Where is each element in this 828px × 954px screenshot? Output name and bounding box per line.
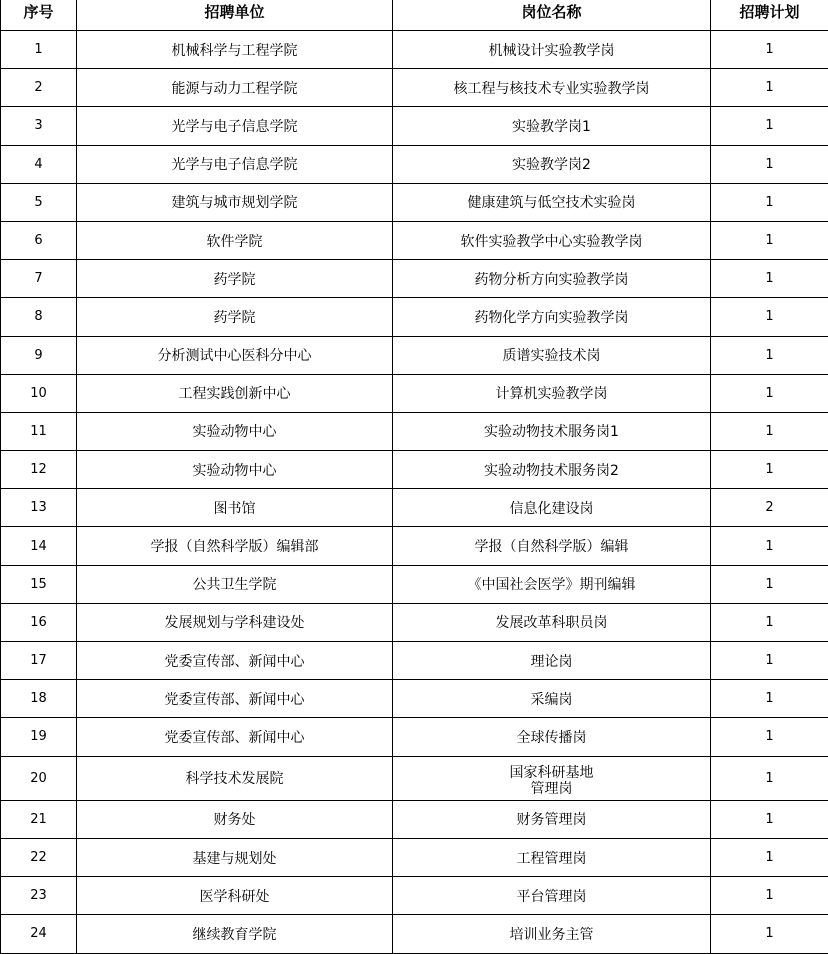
row-unit: 发展规划与学科建设处 [77,603,393,641]
table-row [1,336,828,374]
row-index: 19 [1,718,77,756]
row-plan: 1 [711,565,828,603]
row-unit: 继续教育学院 [77,915,393,953]
header-unit: 招聘单位 [77,0,393,31]
row-position [393,756,711,800]
row-index: 5 [1,183,77,221]
row-plan: 1 [711,800,828,838]
row-position: 健康建筑与低空技术实验岗 [393,183,711,221]
table-row [1,838,828,876]
row-unit: 科学技术发展院 [77,756,393,800]
row-index: 21 [1,800,77,838]
row-position: 平台管理岗 [393,877,711,915]
row-plan: 1 [711,877,828,915]
row-index: 23 [1,877,77,915]
row-plan: 1 [711,298,828,336]
row-position: 采编岗 [393,680,711,718]
table-row [1,260,828,298]
table-row [1,31,828,69]
row-unit: 能源与动力工程学院 [77,69,393,107]
row-plan: 1 [711,107,828,145]
table-row [1,565,828,603]
row-unit: 党委宣传部、新闻中心 [77,718,393,756]
row-unit: 财务处 [77,800,393,838]
row-position-line-2: 管理岗 [393,781,710,797]
row-plan: 1 [711,31,828,69]
row-index: 6 [1,221,77,259]
row-unit: 党委宣传部、新闻中心 [77,642,393,680]
row-unit: 学报（自然科学版）编辑部 [77,527,393,565]
header-index: 序号 [1,0,77,31]
row-plan: 1 [711,642,828,680]
table-row [1,107,828,145]
row-position: 软件实验教学中心实验教学岗 [393,221,711,259]
table-row [1,489,828,527]
row-position: 机械设计实验教学岗 [393,31,711,69]
row-position: 实验教学岗2 [393,145,711,183]
table-row [1,412,828,450]
row-index: 12 [1,451,77,489]
row-plan: 2 [711,489,828,527]
row-plan: 1 [711,915,828,953]
row-unit: 光学与电子信息学院 [77,145,393,183]
row-plan: 1 [711,183,828,221]
row-index: 3 [1,107,77,145]
table-row [1,69,828,107]
row-plan: 1 [711,69,828,107]
table-row [1,527,828,565]
table-row [1,145,828,183]
table-row [1,298,828,336]
row-index: 24 [1,915,77,953]
row-unit: 图书馆 [77,489,393,527]
row-plan: 1 [711,260,828,298]
row-position: 实验动物技术服务岗2 [393,451,711,489]
row-plan: 1 [711,374,828,412]
row-index: 2 [1,69,77,107]
row-position: 核工程与核技术专业实验教学岗 [393,69,711,107]
row-position: 药物分析方向实验教学岗 [393,260,711,298]
row-unit: 实验动物中心 [77,451,393,489]
row-unit: 基建与规划处 [77,838,393,876]
row-plan: 1 [711,603,828,641]
table-row [1,877,828,915]
row-index: 17 [1,642,77,680]
row-index: 14 [1,527,77,565]
row-position: 药物化学方向实验教学岗 [393,298,711,336]
row-position: 发展改革科职员岗 [393,603,711,641]
row-index: 10 [1,374,77,412]
row-unit: 建筑与城市规划学院 [77,183,393,221]
row-position: 全球传播岗 [393,718,711,756]
row-position: 理论岗 [393,642,711,680]
table-row [1,756,828,800]
row-position: 学报（自然科学版）编辑 [393,527,711,565]
row-index: 9 [1,336,77,374]
row-unit: 实验动物中心 [77,412,393,450]
row-position: 《中国社会医学》期刊编辑 [393,565,711,603]
row-unit: 光学与电子信息学院 [77,107,393,145]
row-index: 1 [1,31,77,69]
row-plan: 1 [711,145,828,183]
row-unit: 软件学院 [77,221,393,259]
row-unit: 医学科研处 [77,877,393,915]
row-plan: 1 [711,451,828,489]
table-row [1,183,828,221]
row-position: 实验教学岗1 [393,107,711,145]
row-index: 8 [1,298,77,336]
row-index: 20 [1,756,77,800]
table-row [1,800,828,838]
row-position: 财务管理岗 [393,800,711,838]
row-unit: 药学院 [77,260,393,298]
table-row [1,642,828,680]
row-plan: 1 [711,756,828,800]
header-plan: 招聘计划 [711,0,828,31]
row-unit: 工程实践创新中心 [77,374,393,412]
row-index: 16 [1,603,77,641]
row-index: 7 [1,260,77,298]
row-position: 计算机实验教学岗 [393,374,711,412]
row-plan: 1 [711,336,828,374]
row-plan: 1 [711,838,828,876]
table-row [1,680,828,718]
row-plan: 1 [711,718,828,756]
row-unit: 党委宣传部、新闻中心 [77,680,393,718]
row-unit: 公共卫生学院 [77,565,393,603]
table-row [1,221,828,259]
row-position-line-1: 国家科研基地 [393,765,710,781]
row-position: 工程管理岗 [393,838,711,876]
row-plan: 1 [711,680,828,718]
row-index: 4 [1,145,77,183]
row-index: 15 [1,565,77,603]
row-plan: 1 [711,221,828,259]
row-index: 18 [1,680,77,718]
table-row [1,915,828,953]
row-unit: 分析测试中心医科分中心 [77,336,393,374]
row-unit: 药学院 [77,298,393,336]
row-index: 22 [1,838,77,876]
table-row [1,451,828,489]
row-plan: 1 [711,527,828,565]
row-index: 13 [1,489,77,527]
row-position: 信息化建设岗 [393,489,711,527]
row-position: 培训业务主管 [393,915,711,953]
row-plan: 1 [711,412,828,450]
table-row [1,603,828,641]
row-unit: 机械科学与工程学院 [77,31,393,69]
table-row [1,374,828,412]
table-header-row [1,0,828,31]
row-index: 11 [1,412,77,450]
table-row [1,718,828,756]
row-position: 质谱实验技术岗 [393,336,711,374]
header-position: 岗位名称 [393,0,711,31]
row-position: 实验动物技术服务岗1 [393,412,711,450]
